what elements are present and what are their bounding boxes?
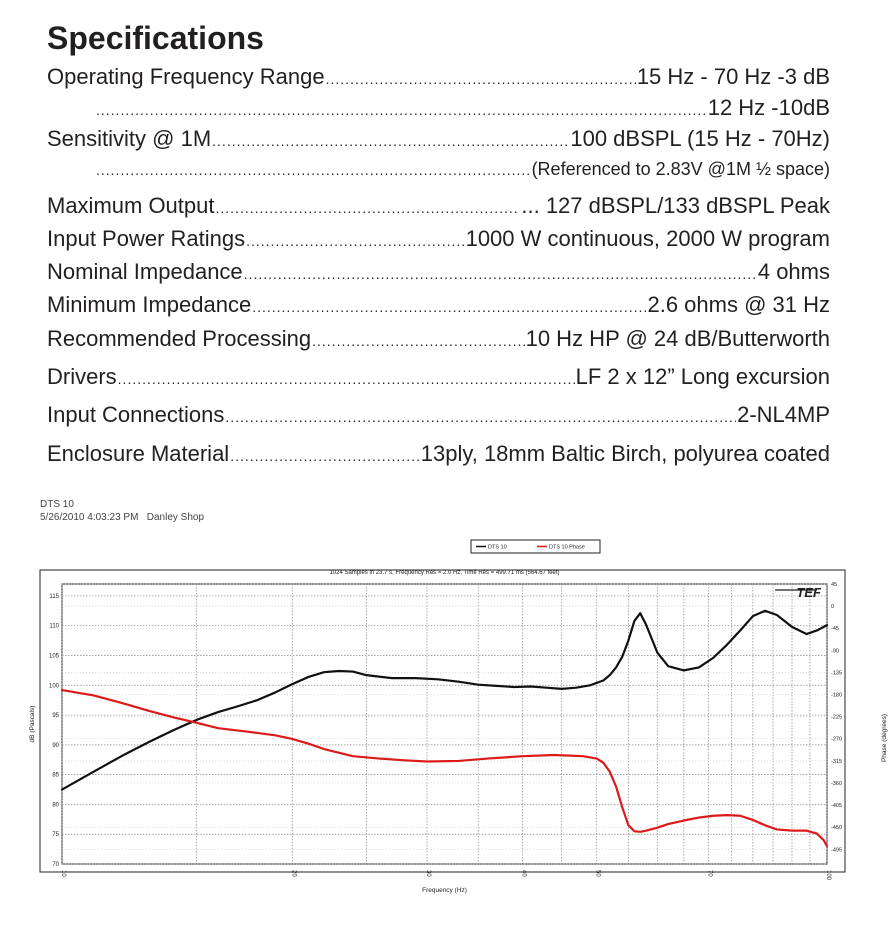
spec-row (47, 226, 830, 254)
x-tick-label: 10 (60, 870, 66, 877)
y-axis-label: dB (Pascals) (29, 705, 36, 743)
y-tick-label: 85 (52, 772, 59, 779)
x-tick-label: 70 (706, 870, 713, 877)
measurement-datetime: 5/26/2010 4:03:23 PM (40, 512, 139, 523)
dot-leader (326, 64, 636, 92)
spec-value: 13ply, 18mm Baltic Birch, polyurea coated (420, 441, 830, 466)
legend-label: DTS 10 Phase (549, 544, 585, 551)
spec-value: 12 Hz -10dB (707, 95, 830, 120)
spec-row (47, 364, 830, 392)
spec-row (47, 441, 830, 469)
x-axis-label: Frequency (Hz) (422, 887, 467, 894)
y-tick-label: 105 (48, 653, 59, 660)
spec-label: Minimum Impedance (47, 292, 252, 317)
dot-leader (225, 402, 736, 430)
x-tick-label: 100 (825, 870, 831, 881)
y-tick-label: 80 (52, 802, 59, 809)
measurement-stamp (40, 512, 204, 523)
dot-leader (212, 126, 569, 154)
spec-row (47, 292, 830, 320)
legend-label: DTS 10 (488, 544, 507, 551)
spec-value: 2-NL4MP (737, 402, 830, 427)
spec-row (47, 126, 830, 154)
measurement-location: Danley Shop (146, 512, 205, 523)
spec-label: Enclosure Material (47, 441, 230, 466)
dot-leader (118, 364, 575, 392)
y-tick-label: 115 (49, 593, 59, 600)
dot-leader (96, 95, 707, 123)
y-tick-label: 90 (52, 742, 59, 749)
spec-value: ... 127 dBSPL/133 dBSPL Peak (521, 193, 830, 218)
spec-row (47, 64, 830, 92)
frequency-response-chart (0, 530, 892, 910)
dot-leader (96, 155, 531, 183)
spec-row (95, 155, 830, 183)
spec-value: 10 Hz HP @ 24 dB/Butterworth (525, 326, 830, 351)
x-tick-label: 50 (594, 870, 601, 877)
y2-tick-label: -225 (831, 714, 843, 721)
y2-tick-label: -270 (831, 736, 843, 743)
y2-axis-label: Phase (degrees) (881, 713, 888, 763)
x-tick-label: 30 (424, 870, 431, 877)
dot-leader (244, 259, 757, 287)
y-tick-label: 110 (49, 623, 59, 630)
spec-row (95, 95, 830, 123)
spec-label: Sensitivity @ 1M (47, 126, 212, 151)
spec-value: 4 ohms (757, 259, 830, 284)
measurement-device: DTS 10 (40, 499, 74, 510)
y2-tick-label: -45 (831, 626, 839, 633)
spec-row (47, 326, 830, 354)
spec-label: Operating Frequency Range (47, 64, 325, 89)
spec-value: 2.6 ohms @ 31 Hz (647, 292, 830, 317)
spec-row (47, 402, 830, 430)
dot-leader (312, 326, 524, 354)
y2-tick-label: 0 (831, 604, 835, 611)
spec-value: 1000 W continuous, 2000 W program (465, 226, 830, 251)
dot-leader (246, 226, 464, 254)
x-tick-label: 20 (290, 870, 297, 877)
dot-leader (252, 292, 646, 320)
y2-tick-label: -405 (831, 803, 843, 810)
y2-tick-label: 45 (831, 582, 838, 588)
chart-legend (471, 540, 600, 553)
spec-label: Maximum Output (47, 193, 215, 218)
spec-label: Nominal Impedance (47, 259, 243, 284)
spec-value: LF 2 x 12” Long excursion (575, 364, 830, 389)
y-tick-label: 75 (52, 832, 59, 839)
spec-value: 100 dBSPL (15 Hz - 70Hz) (570, 126, 830, 151)
y-tick-label: 95 (52, 713, 59, 720)
chart-title: 1024 Samples in 23.7 s, Frequency Res = 2.0 Hz, Time Res = 499.71 ms (564.67 feet) (329, 570, 560, 576)
y2-tick-label: -135 (831, 670, 843, 677)
y-tick-label: 70 (52, 862, 59, 868)
y2-tick-label: -90 (831, 648, 839, 655)
spec-row (47, 259, 830, 287)
spec-row (47, 193, 830, 221)
spec-label: Recommended Processing (47, 326, 312, 351)
y2-tick-label: -180 (831, 692, 843, 699)
y2-tick-label: -360 (831, 780, 843, 787)
spec-label: Drivers (47, 364, 117, 389)
y2-tick-label: -495 (831, 847, 843, 854)
spec-label: Input Connections (47, 402, 225, 427)
page-title: Specifications (47, 20, 264, 56)
dot-leader (216, 193, 521, 221)
y2-tick-label: -450 (831, 825, 843, 832)
spec-value: 15 Hz - 70 Hz -3 dB (636, 64, 830, 89)
y2-tick-label: -315 (831, 758, 843, 765)
y-tick-label: 100 (48, 683, 59, 690)
spec-value: (Referenced to 2.83V @1M ½ space) (531, 159, 830, 179)
spec-label: Input Power Ratings (47, 226, 246, 251)
tef-logo: TEF (796, 585, 821, 600)
dot-leader (230, 441, 420, 469)
x-tick-label: 40 (520, 870, 527, 877)
